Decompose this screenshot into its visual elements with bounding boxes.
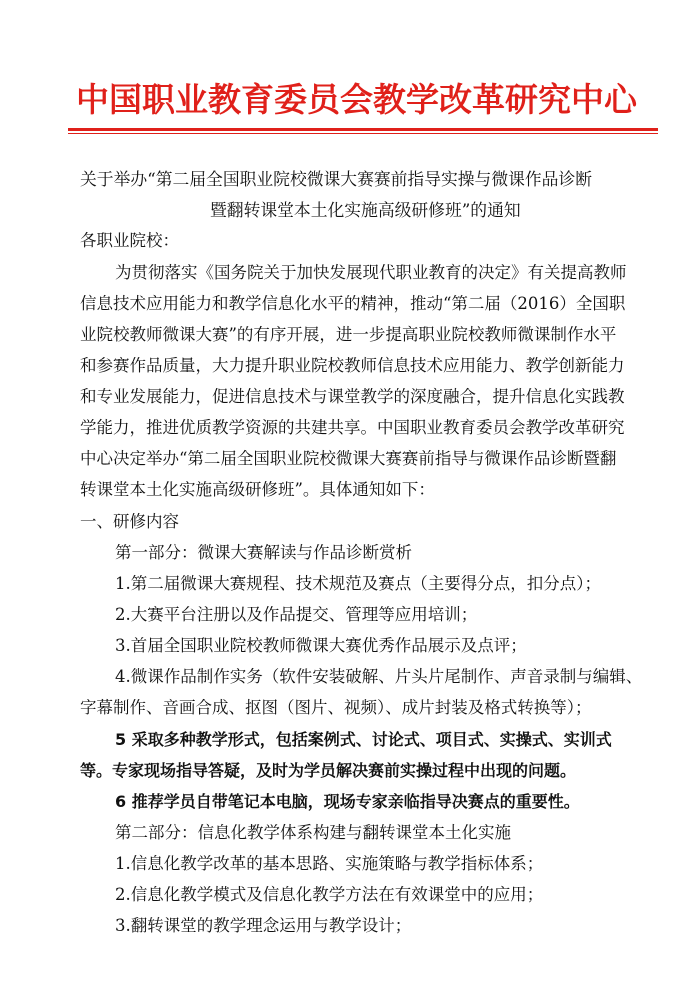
list-item: 1.信息化教学改革的基本思路、实施策略与教学指标体系； <box>115 854 544 873</box>
salutation: 各职业院校： <box>80 231 179 250</box>
intro-line: 和参赛作品质量，大力提升职业院校教师信息技术应用能力、教学创新能力 <box>80 356 625 375</box>
header-rule-thick <box>68 128 658 131</box>
section-heading: 一、研修内容 <box>80 512 179 531</box>
header-rule-thin <box>68 133 658 134</box>
intro-line: 信息技术应用能力和教学信息化水平的精神，推动“第二届（2016）全国职 <box>80 294 626 313</box>
intro-line: 为贯彻落实《国务院关于加快发展现代职业教育的决定》有关提高教师 <box>115 263 627 282</box>
list-item: 3.翻转课堂的教学理念运用与教学设计； <box>115 916 412 935</box>
bold-item: 等。专家现场指导答疑，及时为学员解决赛前实操过程中出现的问题。 <box>80 761 577 780</box>
intro-line: 和专业发展能力，促进信息技术与课堂教学的深度融合，提升信息化实践教 <box>80 387 625 406</box>
bold-item: 6 推荐学员自带笔记本电脑，现场专家亲临指导决赛点的重要性。 <box>115 792 580 811</box>
part1-heading: 第一部分：微课大赛解读与作品诊断赏析 <box>115 543 412 562</box>
list-item: 2.信息化教学模式及信息化教学方法在有效课堂中的应用； <box>115 885 544 904</box>
intro-line: 中心决定举办“第二届全国职业院校微课大赛赛前指导与微课作品诊断暨翻 <box>80 449 617 468</box>
intro-line: 业院校教师微课大赛”的有序开展，进一步提高职业院校教师微课制作水平 <box>80 325 617 344</box>
list-item: 2.大赛平台注册以及作品提交、管理等应用培训； <box>115 605 478 624</box>
bold-item: 5 采取多种教学形式，包括案例式、讨论式、项目式、实操式、实训式 <box>115 730 612 749</box>
org-header-title: 中国职业教育委员会教学改革研究中心 <box>76 80 637 119</box>
intro-line: 学能力，推进优质教学资源的共建共享。中国职业教育委员会教学改革研究 <box>80 418 625 437</box>
list-item: 字幕制作、音画合成、抠图（图片、视频）、成片封装及格式转换等）； <box>80 698 592 717</box>
part2-heading: 第二部分：信息化教学体系构建与翻转课堂本土化实施 <box>115 823 511 842</box>
list-item: 3.首届全国职业院校教师微课大赛优秀作品展示及点评； <box>115 636 527 655</box>
notice-title-line-1: 关于举办“第二届全国职业院校微课大赛赛前指导实操与微课作品诊断 <box>80 169 593 189</box>
notice-title-line-2: 暨翻转课堂本土化实施高级研修班”的通知 <box>210 200 521 220</box>
intro-line: 转课堂本土化实施高级研修班”。具体通知如下： <box>80 480 435 499</box>
list-item: 4.微课作品制作实务（软件安装破解、片头片尾制作、声音录制与编辑、 <box>115 667 643 686</box>
list-item: 1.第二届微课大赛规程、技术规范及赛点（主要得分点，扣分点）； <box>115 574 601 593</box>
